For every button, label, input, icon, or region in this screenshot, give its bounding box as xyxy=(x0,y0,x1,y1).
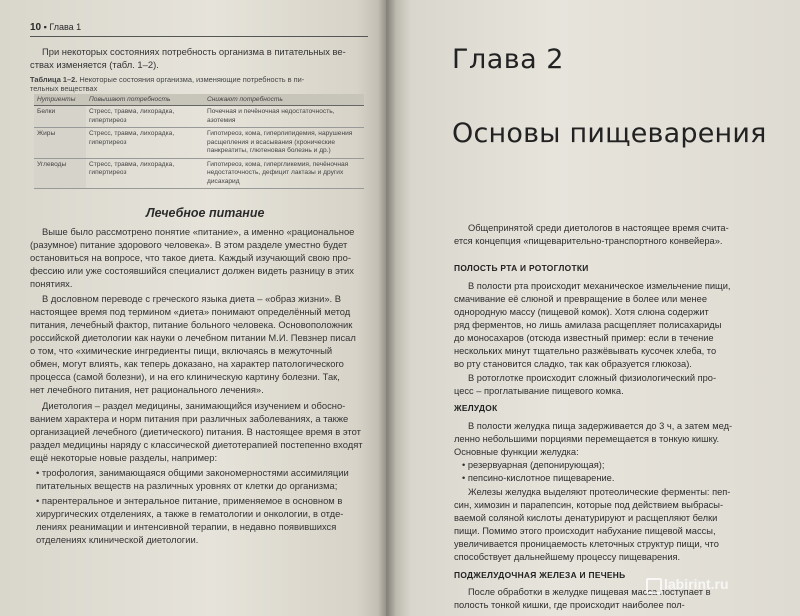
body-line: Железы желудка выделяют протеолические ферменты: пеп- xyxy=(468,487,731,497)
body-line: фессию или уже состоявшийся специалист должен видеть разницу в этих xyxy=(30,265,354,276)
body-line: понятиях. xyxy=(30,278,73,289)
body-line: до моносахаров (отсюда известный пример: если в течение xyxy=(454,333,714,343)
table-cell: Почечная и печёночная недостаточность, азотемия xyxy=(204,106,364,128)
body-line: пищи. Помимо этого происходит набухание пищевой массы, xyxy=(454,526,716,536)
watermark: labirint.ru xyxy=(664,576,729,592)
body-line: питания, лечебный фактор, питание больного человека. Основоположник xyxy=(30,319,353,330)
chapter-number: Глава 2 xyxy=(452,44,564,75)
running-head-rule xyxy=(30,36,368,37)
body-line: увеличивается проницаемость клеточных структур пищи, что xyxy=(454,539,719,549)
body-line: во рту становится сладко, так как образуется глюкоза). xyxy=(454,359,692,369)
body-line: • пепсино-кислотное пищеварение. xyxy=(462,473,615,483)
table-caption-label: Таблица 1–2. xyxy=(30,75,78,84)
body-line: раздел медицины наряду с классической диетотерапией постепенно входят xyxy=(30,439,363,450)
running-head: 10 ▪ Глава 1 xyxy=(30,22,82,33)
body-line: (разумное) питание здорового человека». В этом разделе уместно будет xyxy=(30,239,348,250)
body-line: После обработки в желудке пищевая масса поступает в xyxy=(468,587,711,597)
body-line: син, химозин и парапепсин, которые под действием выбрасы- xyxy=(454,500,724,510)
table-cell: Жиры xyxy=(34,128,86,159)
nutrient-table xyxy=(34,94,364,189)
body-line: однородную массу (пищевой комок). Хотя слюна содержит xyxy=(454,307,709,317)
table-cell: Стресс, травма, лихорадка, гипертиреоз xyxy=(86,128,204,159)
intro-line-2: ствах изменяется (табл. 1–2). xyxy=(30,59,159,70)
body-line: ряд ферментов, но лишь амилаза расщепляет полисахариды xyxy=(454,320,722,330)
body-line: нет лечебного питания, нет рационального лечения». xyxy=(30,384,264,395)
intro-line: ется концепция «пищеварительно-транспортного конвейера». xyxy=(454,236,723,246)
section-heading: ЖЕЛУДОК xyxy=(454,403,498,413)
body-line: Диетология – раздел медицины, занимающийся изучением и обосно- xyxy=(42,400,346,411)
body-line: способствует дальнейшему процессу пищеварения. xyxy=(454,552,681,562)
intro-line-1: При некоторых состояниях потребность организма в питательных ве- xyxy=(42,46,346,57)
table-row xyxy=(34,158,364,189)
body-line: лениях реанимации и интенсивной терапии, в недавно появившихся xyxy=(36,521,337,532)
body-line: • парентеральное и энтеральное питание, применяемое в основном в xyxy=(36,495,343,506)
table-row xyxy=(34,106,364,128)
body-line: обмен, могут влиять, как теперь доказано, на характер патологического xyxy=(30,358,344,369)
table-cell: Гипотиреоз, кома, гипергликемия, печёночная недостаточность, дефицит лактазы и других дисахарид xyxy=(204,158,364,189)
table-cell: Белки xyxy=(34,106,86,128)
table-cell: Углеводы xyxy=(34,158,86,189)
table-cell: Стресс, травма, лихорадка, гипертиреоз xyxy=(86,158,204,189)
body-line: Основные функции желудка: xyxy=(454,447,579,457)
body-line: цесс – проглатывание пищевого комка. xyxy=(454,386,624,396)
body-line: ещё некоторые новые разделы, например: xyxy=(30,452,218,463)
chapter-title: Основы пищеварения xyxy=(452,118,767,149)
body-line: Выше было рассмотрено понятие «питание», а именно «рациональное xyxy=(42,226,355,237)
body-line: В полости желудка пища задерживается до 3 ч, а затем мед- xyxy=(468,421,733,431)
table-header-row xyxy=(34,94,364,106)
body-line: полость тонкой кишки, где происходит наиболее пол- xyxy=(454,600,685,610)
body-line: процесса (самой болезни), и на его клиническую картину болезни. Так, xyxy=(30,371,340,382)
intro-line: Общепринятой среди диетологов в настоящее время счита- xyxy=(468,223,729,233)
table-caption-line-2: тельных веществах xyxy=(30,84,98,93)
body-line: отделениях клинической диетологии. xyxy=(36,534,199,545)
table-cell: Стресс, травма, лихорадка, гипертиреоз xyxy=(86,106,204,128)
section-heading: ПОДЖЕЛУДОЧНАЯ ЖЕЛЕЗА И ПЕЧЕНЬ xyxy=(454,570,626,580)
table-caption-line-1: Некоторые состояния организма, изменяющие потребность в пи- xyxy=(79,75,305,84)
body-line: питательных веществ на различных уровнях от клетки до организма; xyxy=(36,480,338,491)
body-line: смачивание её слюной и превращение в более или менее xyxy=(454,294,707,304)
section-title: Лечебное питание xyxy=(146,206,265,220)
body-line: ванием характера и норм питания при различных заболеваниях, а также xyxy=(30,413,349,424)
table-header-cell: Повышают потребность xyxy=(86,94,204,106)
body-line: ленно небольшими порциями перемещается в тонкую кишку. xyxy=(454,434,720,444)
body-line: • трофология, занимающаяся общими закономерностями ассимиляции xyxy=(36,467,349,478)
body-line: • резервуарная (депонирующая); xyxy=(462,460,605,470)
body-line: нескольких минут тщательно разжёвывать кусочек хлеба, то xyxy=(454,346,717,356)
body-line: российской диетологии как науки о лечебном питании М.И. Певзнер писал xyxy=(30,332,356,343)
body-line: организацией лечебного (диетического) питания. В настоящее время в этот xyxy=(30,426,361,437)
body-line: В ротоглотке происходит сложный физиологический про- xyxy=(468,373,717,383)
table-header-cell: Снижают потребность xyxy=(204,94,364,106)
running-head-title: Глава 1 xyxy=(49,22,82,32)
body-line: настоящее время под термином «диета» понимают определённый метод xyxy=(30,306,351,317)
body-line: ваемой соляной кислоты денатурируют и расщепляют белки xyxy=(454,513,718,523)
body-line: остановиться на вопросе, что такое диета. Каждый изучающий свою про- xyxy=(30,252,351,263)
watermark-logo-icon xyxy=(646,578,662,594)
body-line: В дословном переводе с греческого языка диета – «образ жизни». В xyxy=(42,293,341,304)
table-cell: Гипотиреоз, кома, гиперлипидемия, нарушения расщепления и всасывания (хронические панкреатиты, глютеновая болезнь и др.) xyxy=(204,128,364,159)
left-page xyxy=(0,0,388,616)
section-heading: ПОЛОСТЬ РТА И РОТОГЛОТКИ xyxy=(454,263,589,273)
body-line: хирургических отделениях, а также в гематологии и онкологии, в отде- xyxy=(36,508,344,519)
body-line: о том, что «химические ингредиенты пищи, включаясь в межуточный xyxy=(30,345,333,356)
page-number: 10 xyxy=(30,22,42,33)
body-line: В полости рта происходит механическое измельчение пищи, xyxy=(468,281,731,291)
table-header-cell: Нутриенты xyxy=(34,94,86,106)
table-row xyxy=(34,128,364,159)
book-gutter xyxy=(378,0,396,616)
